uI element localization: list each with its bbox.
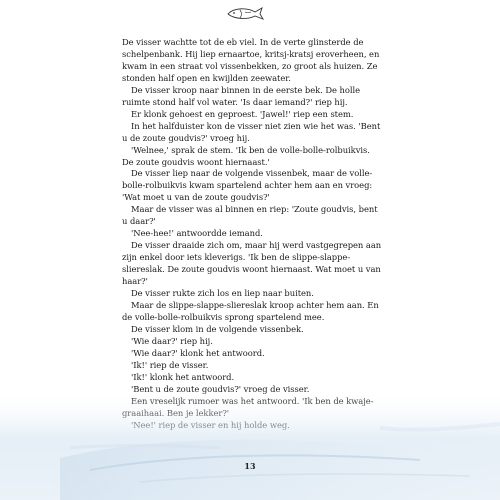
paragraph: 'Ik!' klonk het antwoord. <box>131 371 235 382</box>
story-text <box>122 37 384 431</box>
paragraph: De visser wachtte tot de eb viel. In de verte glinsterde de schelpenbank. Hij liep ernaartoe, kritsj-kratsj eroverheen, en kwam in een straat vol vissenbekken, zo groot als huizen. Ze stonden half open en kwijlden zeewater. <box>122 37 380 83</box>
paragraph: De visser kroop naar binnen in de eerste bek. De holle ruimte stond half vol water. 'Is daar iemand?' riep hij. <box>122 84 361 107</box>
paragraph: De visser draaide zich om, maar hij werd vastgegrepen aan zijn enkel door iets kleverigs. 'Ik ben de slippe-slappe-sliereslak. De zoute goudvis woont hiernaast. Wat moet u van haar?' <box>122 240 382 287</box>
paragraph: Er klonk gehoest en geproest. 'Jawel!' riep een stem. <box>131 108 354 119</box>
paragraph: In het halfduister kon de visser niet zien wie het was. 'Bent u de zoute goudvis?' vroeg hij. <box>122 120 381 143</box>
watercolor-sea-illustration <box>0 388 500 500</box>
paragraph: De visser rukte zich los en liep naar buiten. <box>131 288 314 299</box>
paragraph: De visser klom in de volgende vissenbek. <box>131 323 304 334</box>
paragraph: 'Welnee,' sprak de stem. 'Ik ben de volle-bolle-rolbuikvis. De zoute goudvis woont hiernaast.' <box>122 144 370 167</box>
paragraph: Maar de visser was al binnen en riep: 'Zoute goudvis, bent u daar?' <box>122 204 378 227</box>
paragraph: 'Nee-hee!' antwoordde iemand. <box>131 228 263 239</box>
paragraph: 'Ik!' riep de visser. <box>131 359 209 370</box>
fish-icon <box>225 6 265 20</box>
paragraph: Maar de slippe-slappe-sliereslak kroop achter hem aan. En de volle-bolle-rolbuikvis sprong spartelend mee. <box>122 299 379 322</box>
page-number: 13 <box>244 461 256 471</box>
paragraph: 'Wie daar?' riep hij. <box>131 335 213 346</box>
paragraph: De visser liep naar de volgende vissenbek, maar de volle-bolle-rolbuikvis kwam spartelend achter hem aan en vroeg: 'Wat moet u van de zoute goudvis?' <box>122 168 373 203</box>
paragraph: 'Wie daar?' klonk het antwoord. <box>131 347 265 358</box>
